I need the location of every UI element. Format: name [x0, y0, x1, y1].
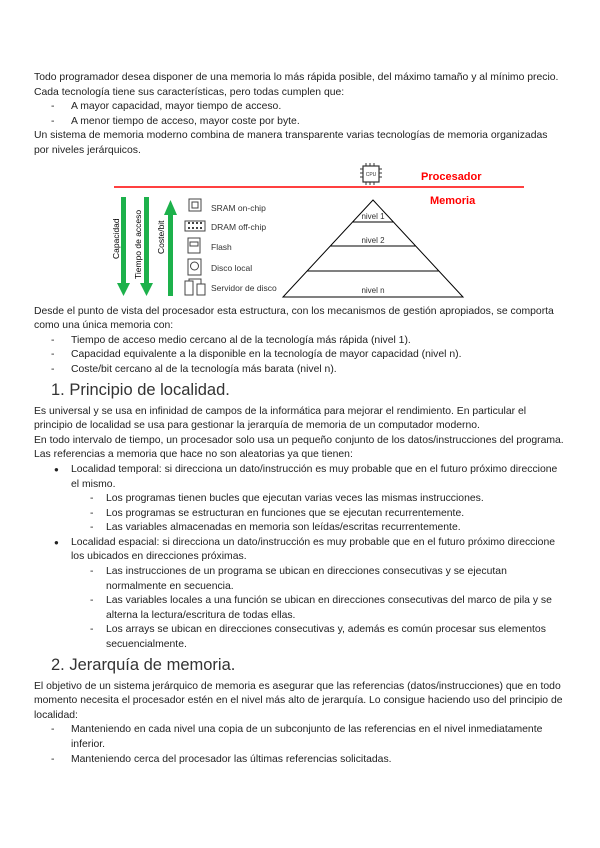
paragraph: Es universal y se usa en infinidad de campos de la informática para mejorar el rendimiento. En particular el principio de localidad se usa para gestionar la jerarquía de memoria de un computador moderno.: [34, 405, 527, 432]
disk-icon: [188, 259, 201, 275]
paragraph: El objetivo de un sistema jerárquico de memoria es asegurar que las referencias (datos/instrucciones) que en todo momento necesita el procesador estén en el nivel más alto de jerarquía. Lo consigue haciendo uso del principio de localidad:: [34, 680, 563, 721]
level-label: nivel n: [361, 285, 385, 295]
server-icon: [185, 279, 205, 295]
tech-label: Servidor de disco: [211, 282, 277, 293]
cpu-chip-icon: [360, 163, 382, 185]
tech-label: Flash: [211, 241, 232, 252]
list-item: - A mayor capacidad, mayor tiempo de acceso.: [34, 100, 564, 115]
list-item: - A menor tiempo de acceso, mayor coste por byte.: [34, 115, 564, 130]
sub-list-item: - Las variables almacenadas en memoria son leídas/escritas recurrentemente.: [34, 521, 564, 536]
access-time-label: Tiempo de acceso: [133, 209, 143, 279]
intro-paragraph: Todo programador desea disponer de una memoria lo más rápida posible, del máximo tamaño y al mínimo precio. Cada tecnología tiene sus características, pero todas cumplen que:: [34, 72, 559, 98]
sram-icon: [189, 199, 201, 211]
processor-label: Procesador: [421, 170, 482, 183]
chip-label: CPU: [365, 171, 377, 178]
memory-hierarchy-diagram: [34, 159, 564, 305]
memory-label: Memoria: [430, 194, 476, 207]
section-heading-jerarquia: 2. Jerarquía de memoria.: [51, 655, 236, 674]
list-item: - Tiempo de acceso medio cercano al de la tecnología más rápida (nivel 1).: [34, 334, 564, 349]
tech-label: SRAM on-chip: [211, 202, 266, 213]
intro-paragraph-2: Un sistema de memoria moderno combina de manera transparente varias tecnologías de memoria organizadas por niveles jerárquicos.: [34, 130, 548, 156]
list-item: - Coste/bit cercano al de la tecnología más barata (nivel n).: [34, 363, 564, 378]
list-item: - Manteniendo en cada nivel una copia de un subconjunto de las referencias en el nivel inmediatamente inferior.: [34, 723, 564, 752]
list-item: - Capacidad equivalente a la disponible en la tecnología de mayor capacidad (nivel n).: [34, 348, 564, 363]
flash-icon: [188, 238, 200, 253]
level-label: nivel 1: [361, 211, 385, 221]
level-label: nivel 2: [361, 235, 385, 245]
cost-label: Coste/bit: [156, 220, 166, 254]
bullet-item: ● Localidad temporal: si direcciona un dato/instrucción es muy probable que en el futuro próximo direccione el mismo.: [34, 463, 564, 492]
list-item: - Manteniendo cerca del procesador las últimas referencias solicitadas.: [34, 753, 564, 768]
tech-label: DRAM off-chip: [211, 221, 267, 232]
paragraph: En todo intervalo de tiempo, un procesador solo usa un pequeño conjunto de los datos/instrucciones del programa. Las referencias a memoria que hace no son aleatorias ya que tienen:: [34, 434, 564, 461]
sub-list-item: - Las instrucciones de un programa se ubican en direcciones consecutivas y se ejecutan normalmente en secuencia.: [34, 565, 564, 594]
bullet-item: ● Localidad espacial: si direcciona un dato/instrucción es muy probable que en el futuro próximo direccione los ubicados en direcciones próximas.: [34, 536, 564, 565]
paragraph: Desde el punto de vista del procesador esta estructura, con los mecanismos de gestión apropiados, se comporta como una única memoria con:: [34, 305, 554, 332]
sub-list-item: - Los programas se estructuran en funciones que se ejecutan recurrentemente.: [34, 507, 564, 522]
sub-list-item: - Las variables locales a una función se ubican en direcciones consecutivas del marco de pila y se alterna la lectura/escritura de todas ellas.: [34, 594, 564, 623]
section-heading-localidad: 1. Principio de localidad.: [51, 380, 230, 399]
tech-label: Disco local: [211, 262, 253, 273]
sub-list-item: - Los programas tienen bucles que ejecutan varias veces las mismas instrucciones.: [34, 492, 564, 507]
capacity-label: Capacidad: [111, 217, 121, 259]
sub-list-item: - Los arrays se ubican en direcciones consecutivas y, además es común procesar sus elementos secuencialmente.: [34, 623, 564, 652]
dram-icon: [185, 221, 205, 231]
